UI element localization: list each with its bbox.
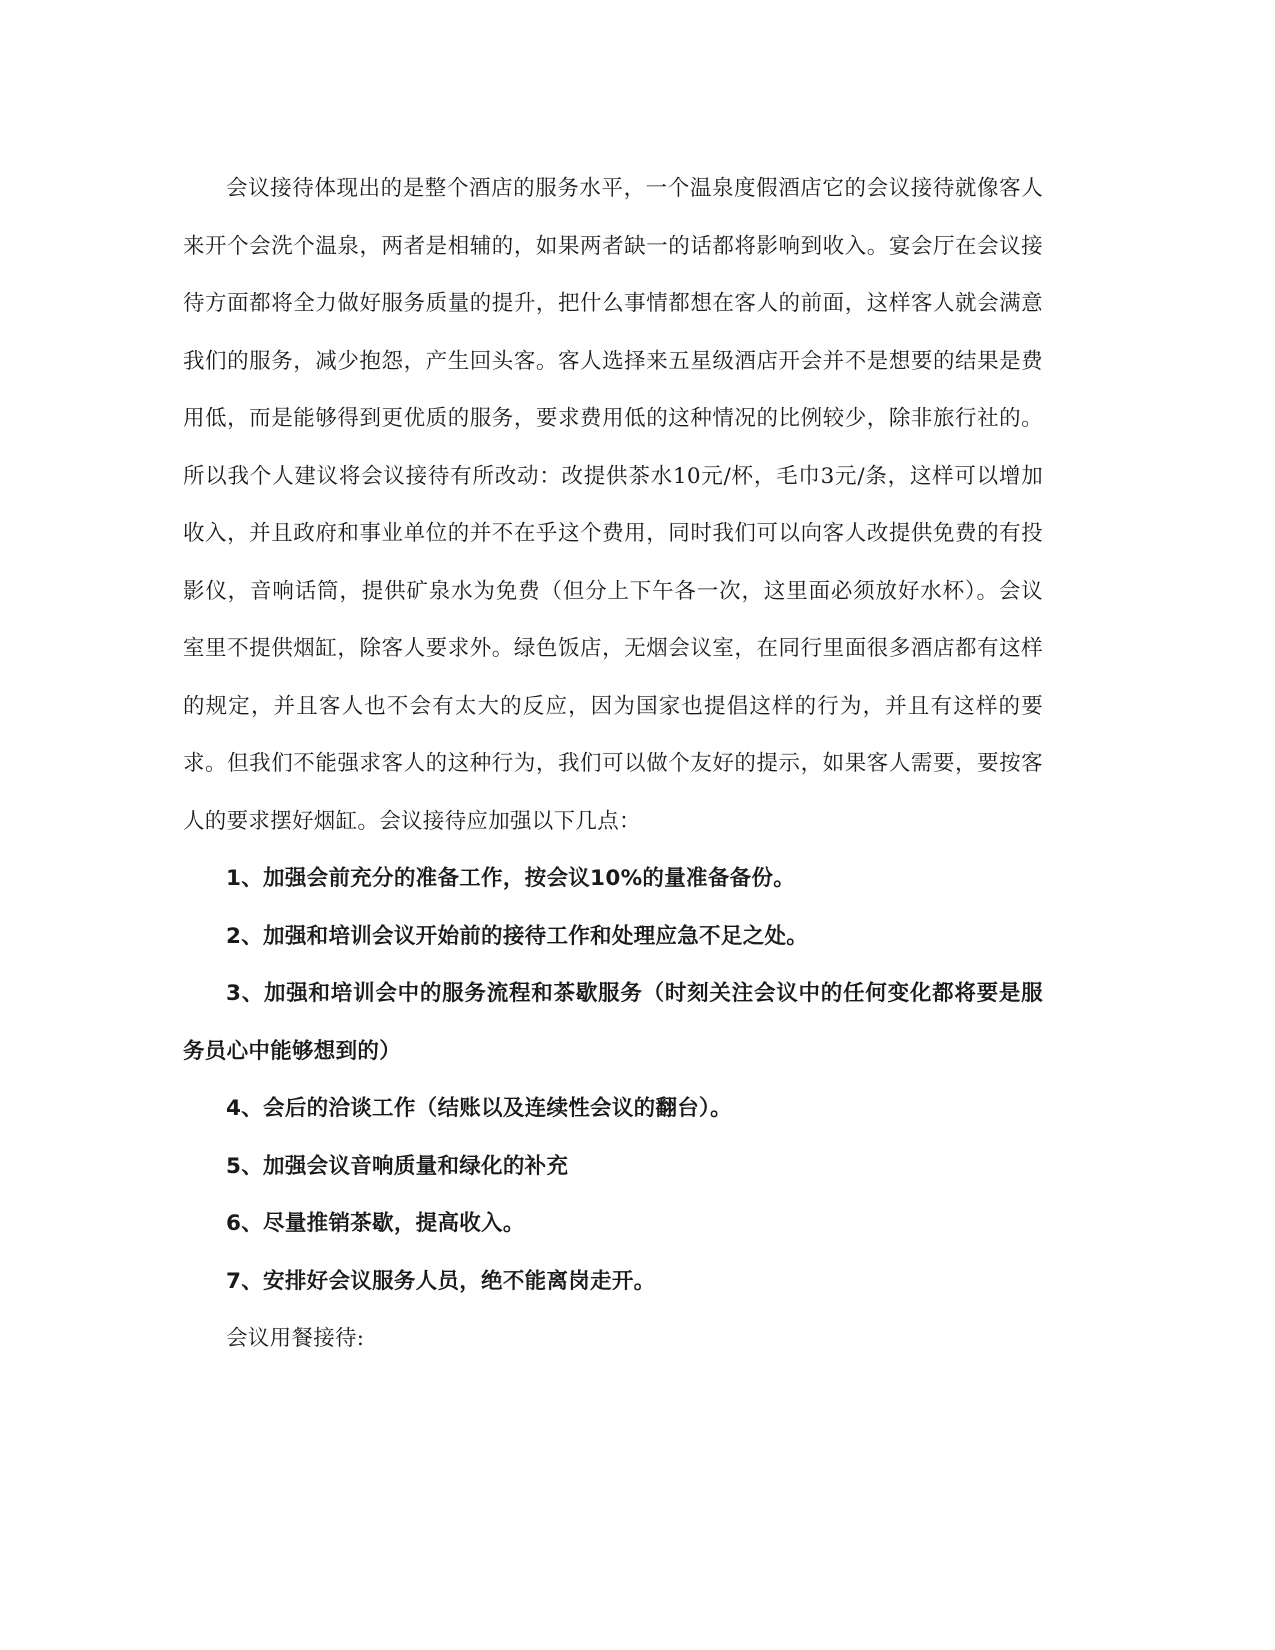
section-heading-meal-reception: 会议用餐接待: [226, 1326, 365, 1351]
document-body [183, 160, 1043, 1368]
list-item: 2、加强和培训会议开始前的接待工作和处理应急不足之处。 [226, 923, 809, 949]
intro-paragraph: 会议接待体现出的是整个酒店的服务水平，一个温泉度假酒店它的会议接待就像客人来开个会洗个温泉，两者是相辅的，如果两者缺一的话都将影响到收入。宴会厅在会议接待方面都将全力做好服务质量的提升，把什么事情都想在客人的前面，这样客人就会满意我们的服务，减少抱怨，产生回头客。客人选择来五星级酒店开会并不是想要的结果是费用低，而是能够得到更优质的服务，要求费用低的这种情况的比例较少，除非旅行社的。所以我个人建议将会议接待有所改动：改提供茶水10元/杯，毛巾3元/条，这样可以增加收入，并且政府和事业单位的并不在乎这个费用，同时我们可以向客人改提供免费的有投影仪，音响话筒，提供矿泉水为免费（但分上下午各一次，这里面必须放好水杯）。会议室里不提供烟缸，除客人要求外。绿色饭店，无烟会议室，在同行里面很多酒店都有这样的规定，并且客人也不会有太大的反应，因为国家也提倡这样的行为，并且有这样的要求。但我们不能强求客人的这种行为，我们可以做个友好的提示，如果客人需要，要按客人的要求摆好烟缸。会议接待应加强以下几点： [183, 176, 1043, 834]
list-item: 6、尽量推销茶歇，提高收入。 [226, 1211, 525, 1236]
list-item: 7、安排好会议服务人员，绝不能离岗走开。 [226, 1268, 656, 1294]
list-item: 5、加强会议音响质量和绿化的补充 [226, 1153, 569, 1179]
list-item: 3、加强和培训会中的服务流程和茶歇服务（时刻关注会议中的任何变化都将要是服务员心中能够想到的） [183, 981, 1043, 1064]
list-item: 4、会后的洽谈工作（结账以及连续性会议的翻台）。 [226, 1096, 732, 1121]
list-item: 1、加强会前充分的准备工作，按会议10%的量准备备份。 [226, 866, 796, 891]
